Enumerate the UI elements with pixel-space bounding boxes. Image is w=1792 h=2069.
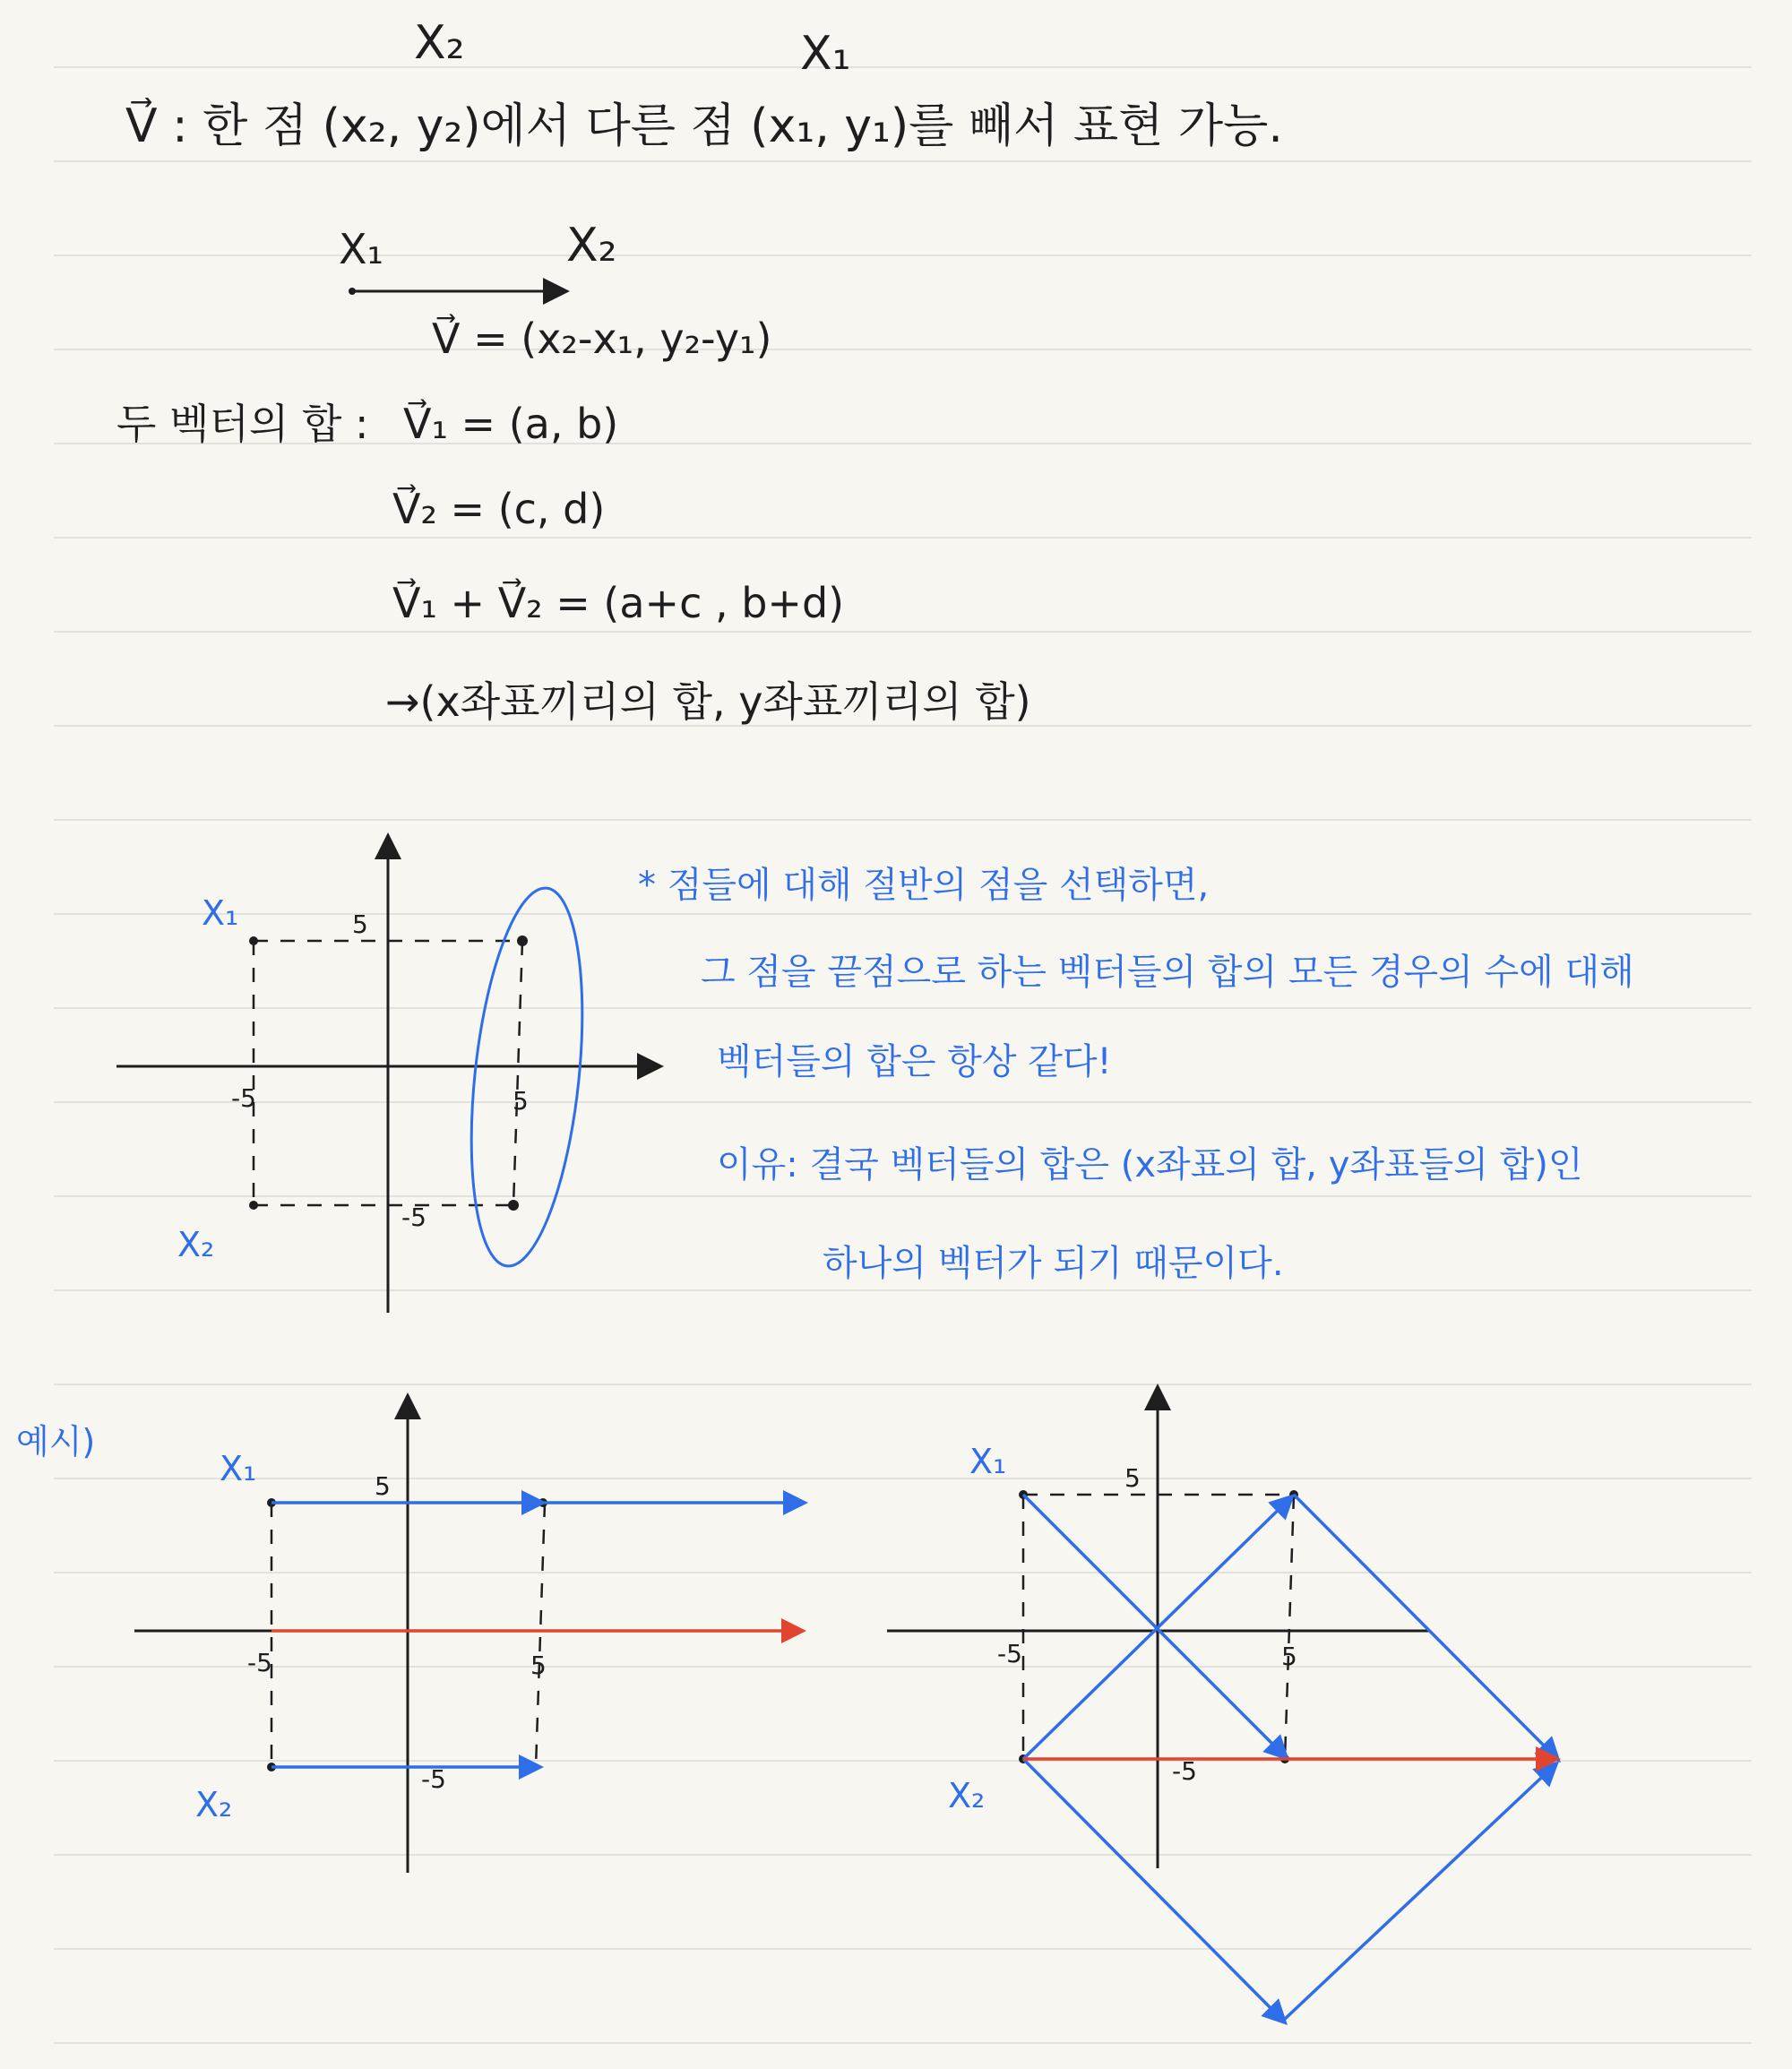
top-label-x1: X₁ <box>800 27 851 81</box>
note-line-1: * 점들에 대해 절반의 점을 선택하면, <box>638 865 1210 906</box>
graph2-tick-pos-y: 5 <box>375 1471 391 1501</box>
graph1-tick-pos-x: 5 <box>513 1086 529 1116</box>
sum-formula: V⃗₁ + V⃗₂ = (a+c , b+d) <box>392 579 845 627</box>
graph1-x1-label: X₁ <box>202 893 239 933</box>
note-line-4: 이유: 결국 벡터들의 합은 (x좌표의 합, y좌표들의 합)인 <box>717 1144 1583 1185</box>
graph3-tick-pos-x: 5 <box>1281 1642 1297 1671</box>
graph1-tick-neg-x: -5 <box>231 1083 256 1113</box>
graph2-tick-pos-x: 5 <box>530 1651 547 1680</box>
graph1-tick-neg-y: -5 <box>401 1203 426 1232</box>
diagram1-formula: V⃗ = (x₂-x₁, y₂-y₁) <box>432 315 772 363</box>
graph3-tick-neg-y: -5 <box>1172 1756 1197 1786</box>
graph3-x1-label: X₁ <box>969 1442 1007 1481</box>
graph2-tick-neg-y: -5 <box>421 1764 446 1794</box>
diagram1-x1-label: X₁ <box>339 225 383 273</box>
graph3-tick-neg-x: -5 <box>997 1639 1022 1668</box>
graph3-tick-pos-y: 5 <box>1124 1463 1141 1493</box>
diagram1-x2-label: X₂ <box>566 219 617 272</box>
note-line-5: 하나의 벡터가 되기 때문이다. <box>823 1243 1284 1284</box>
note-line-3: 벡터들의 합은 항상 같다! <box>717 1041 1112 1082</box>
sum-note: →(x좌표끼리의 합, y좌표끼리의 합) <box>385 677 1031 726</box>
graph1-tick-pos-y: 5 <box>352 909 368 939</box>
graph2-x2-label: X₂ <box>195 1785 233 1824</box>
example-label: 예시) <box>16 1422 96 1461</box>
graph2-x1-label: X₁ <box>220 1449 257 1488</box>
sum-v2: V⃗₂ = (c, d) <box>392 485 606 533</box>
note-line-2: 그 점을 끝점으로 하는 벡터들의 합의 모든 경우의 수에 대해 <box>701 952 1634 993</box>
graph2-tick-neg-x: -5 <box>247 1648 272 1677</box>
graph3-x2-label: X₂ <box>948 1776 986 1815</box>
top-label-x2: X₂ <box>414 16 465 70</box>
sum-title: 두 벡터의 합 : <box>116 400 369 448</box>
sum-v1: V⃗₁ = (a, b) <box>403 400 619 448</box>
vector-definition-line: V⃗ : 한 점 (x₂, y₂)에서 다른 점 (x₁, y₁)를 빼서 표현 가능. <box>125 99 1283 153</box>
graph1-x2-label: X₂ <box>177 1225 215 1264</box>
